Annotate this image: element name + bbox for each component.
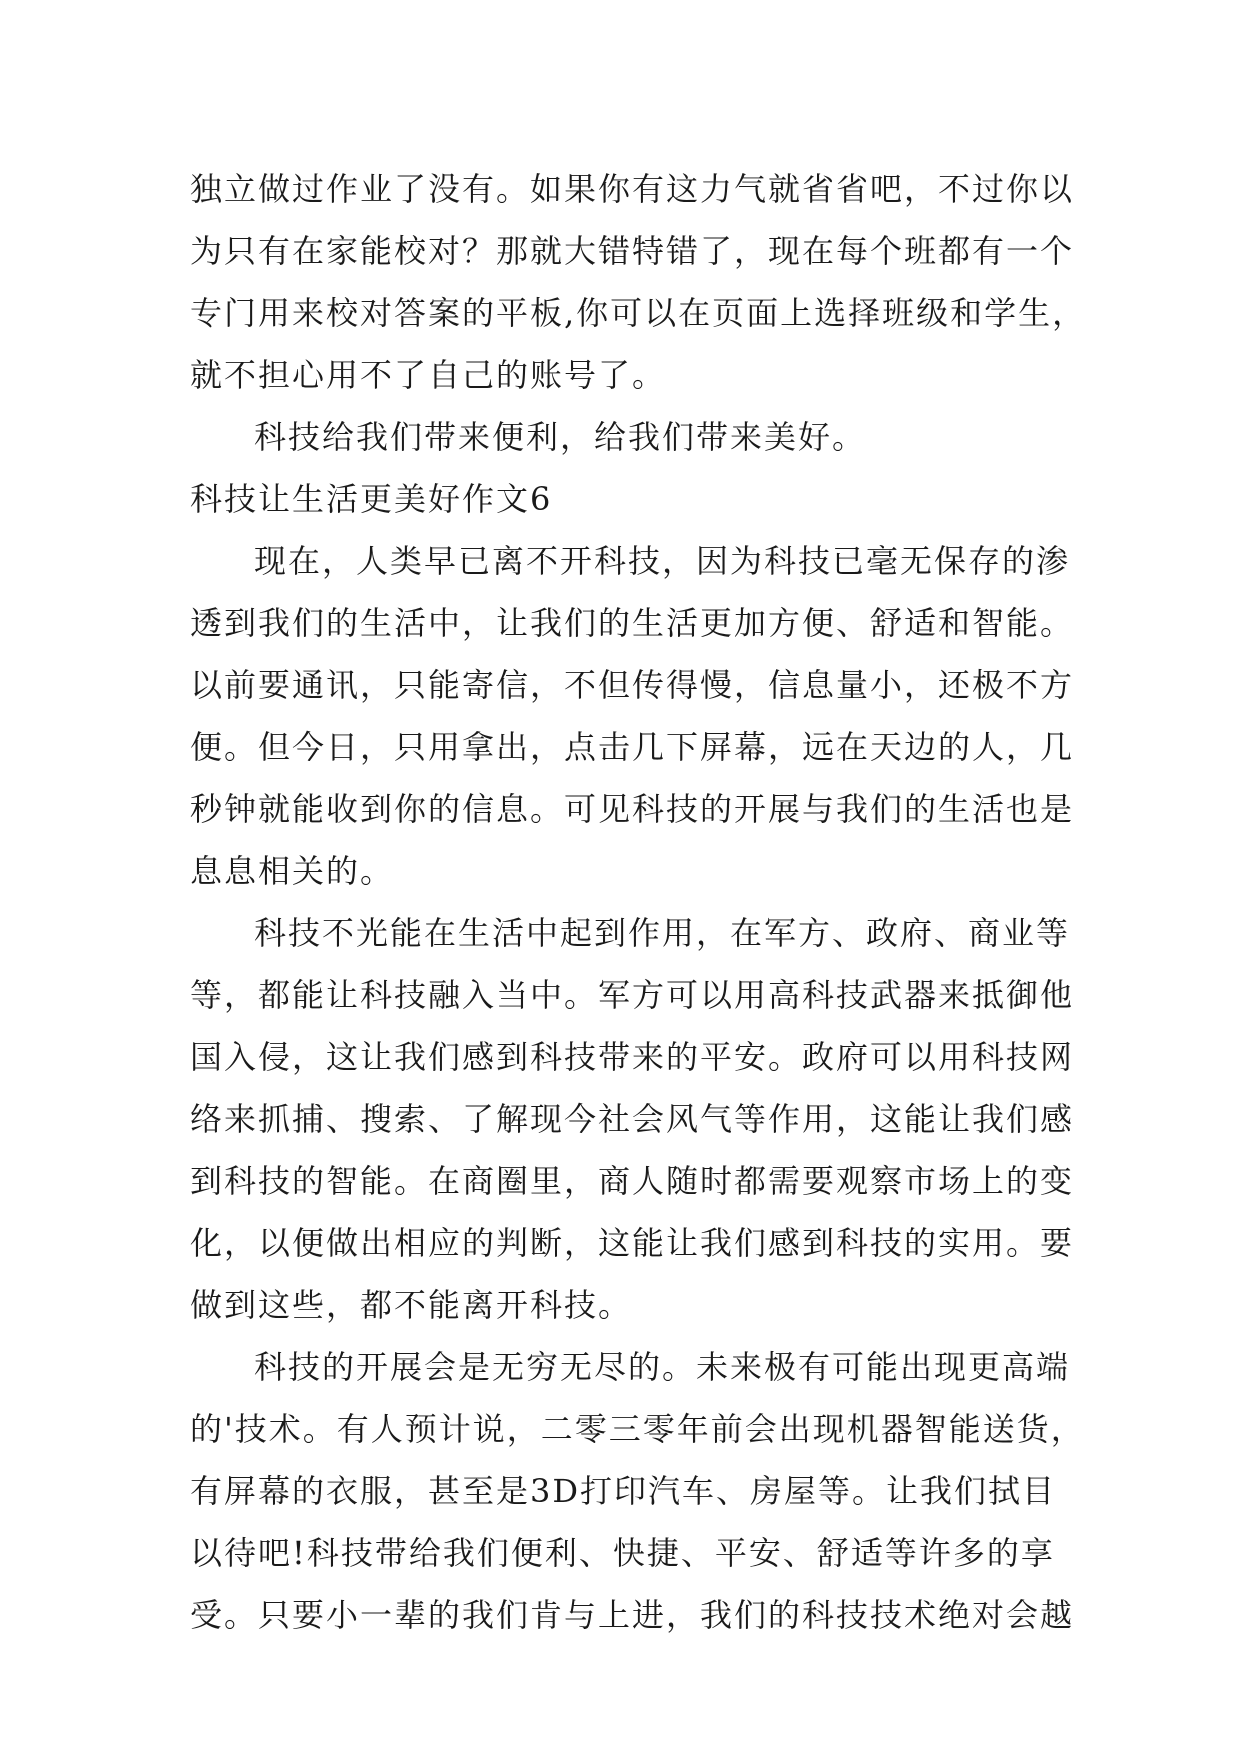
text-line: 等，都能让科技融入当中。军方可以用高科技武器来抵御他 xyxy=(190,976,1075,1014)
text-line: 科技不光能在生活中起到作用，在军方、政府、商业等 xyxy=(254,914,1071,952)
text-line: 独立做过作业了没有。如果你有这力气就省省吧，不过你以 xyxy=(190,170,1075,208)
text-line: 受。只要小一辈的我们肯与上进，我们的科技技术绝对会越 xyxy=(190,1596,1075,1634)
text-line: 科技的开展会是无穷无尽的。未来极有可能出现更高端 xyxy=(254,1348,1071,1386)
text-line: 络来抓捕、搜索、了解现今社会风气等作用，这能让我们感 xyxy=(190,1100,1075,1138)
text-line: 的'技术。有人预计说，二零三零年前会出现机器智能送货， xyxy=(190,1410,1085,1448)
text-line: 就不担心用不了自己的账号了。 xyxy=(190,356,667,394)
text-line: 息息相关的。 xyxy=(190,852,395,890)
text-line: 现在，人类早已离不开科技，因为科技已毫无保存的渗 xyxy=(254,542,1071,580)
text-line: 有屏幕的衣服，甚至是3D打印汽车、房屋等。让我们拭目 xyxy=(190,1472,1057,1510)
text-line: 以待吧!科技带给我们便利、快捷、平安、舒适等许多的享 xyxy=(190,1534,1055,1572)
text-line: 国入侵，这让我们感到科技带来的平安。政府可以用科技网 xyxy=(190,1038,1075,1076)
text-line: 为只有在家能校对？那就大错特错了，现在每个班都有一个 xyxy=(190,232,1075,270)
text-line: 透到我们的生活中，让我们的生活更加方便、舒适和智能。 xyxy=(190,604,1075,642)
text-line: 科技给我们带来便利，给我们带来美好。 xyxy=(254,418,867,456)
text-line: 到科技的智能。在商圈里，商人随时都需要观察市场上的变 xyxy=(190,1162,1075,1200)
text-line: 做到这些，都不能离开科技。 xyxy=(190,1286,633,1324)
essay-body xyxy=(190,158,1090,1646)
text-line: 化，以便做出相应的判断，这能让我们感到科技的实用。要 xyxy=(190,1224,1075,1262)
section-heading: 科技让生活更美好作文6 xyxy=(190,480,553,518)
text-line: 秒钟就能收到你的信息。可见科技的开展与我们的生活也是 xyxy=(190,790,1075,828)
text-line: 以前要通讯，只能寄信，不但传得慢，信息量小，还极不方 xyxy=(190,666,1075,704)
text-line: 便。但今日，只用拿出，点击几下屏幕，远在天边的人，几 xyxy=(190,728,1075,766)
text-line: 专门用来校对答案的平板,你可以在页面上选择班级和学生， xyxy=(190,294,1087,332)
